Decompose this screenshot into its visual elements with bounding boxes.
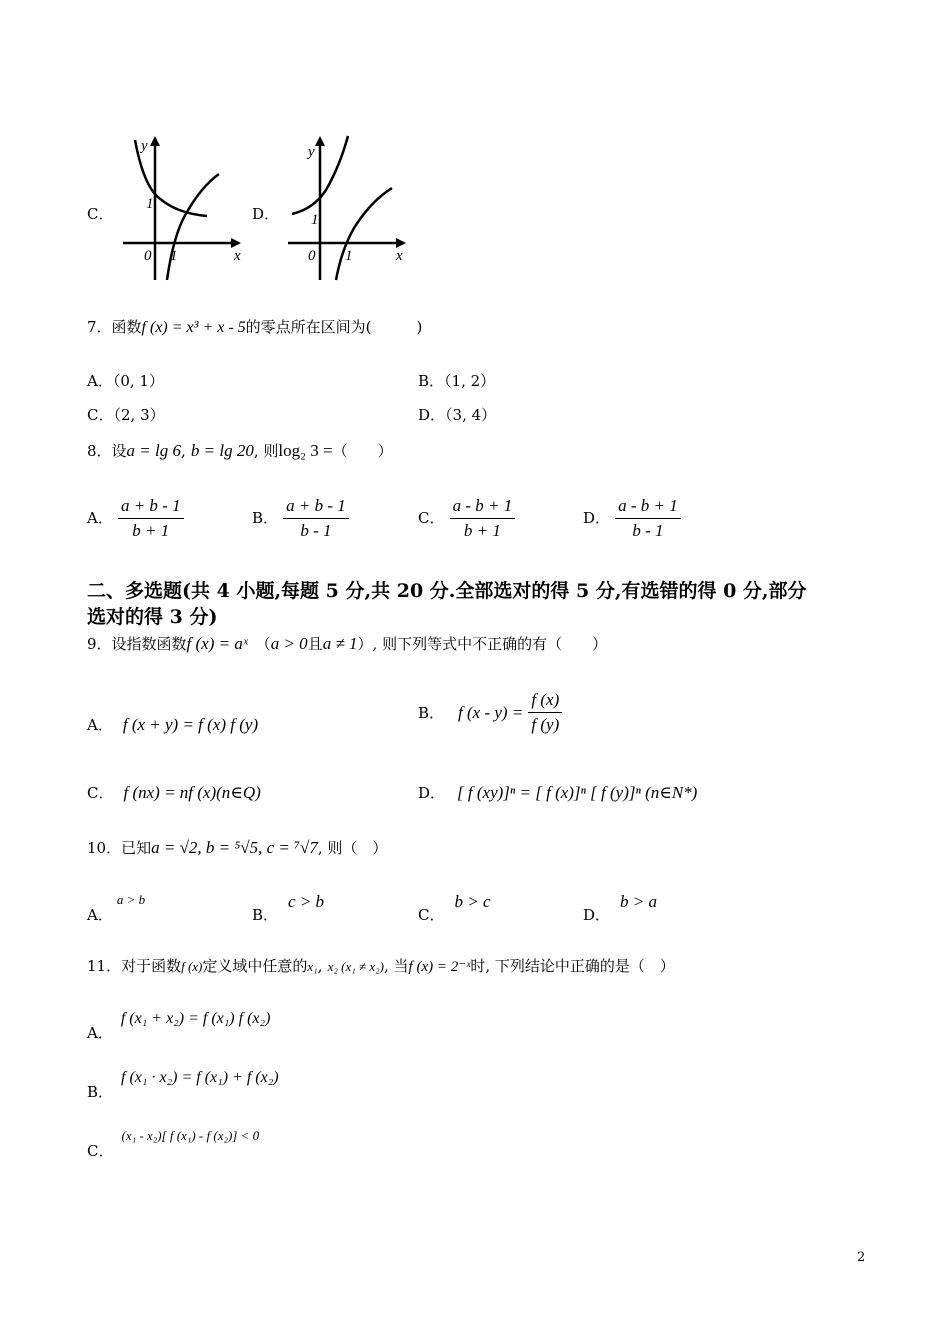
q7-number: 7．函数	[87, 318, 142, 336]
q8-option-c: C． $\frac{a - b + 1}{b + 1}$	[418, 496, 515, 541]
q6-option-d-label: D．	[252, 205, 280, 223]
q10-option-d: D．b > a	[583, 892, 658, 924]
q11-option-a: A．f (x₁ + x₂) = f (x₁) f (x₂)	[87, 1010, 271, 1042]
x-label: x	[396, 248, 403, 264]
q7-option-b: B．（1, 2）	[418, 372, 496, 390]
one-y-label: 1	[311, 212, 319, 228]
q7-formula: f (x) = x³ + x - 5	[141, 319, 246, 336]
q9-option-b: B． f (x - y) = $\frac{f (x)}{f (y)}$	[418, 690, 562, 735]
q8-b: b = lg 20	[190, 441, 254, 460]
q10-option-a: A．$^{a > b}$	[87, 892, 146, 924]
q7-tail: 的零点所在区间为( )	[245, 318, 423, 336]
q9-option-c: C． f (nx) = nf (x)(n∈Q)	[87, 783, 261, 802]
q10-option-b: B．c > b	[252, 892, 325, 924]
q8-a: a = lg 6	[126, 441, 181, 460]
curve-increasing	[167, 174, 219, 280]
q7-option-d: D．（3, 4）	[418, 406, 497, 424]
one-x-label: 1	[170, 248, 178, 264]
x-axis-arrow	[231, 238, 241, 248]
question-9: 9．设指数函数f (x) = aˣ （a > 0且a ≠ 1）, 则下列等式中不正确的有（ ）	[87, 634, 608, 653]
y-axis-arrow	[315, 136, 325, 146]
section-2-heading: 二、多选题(共 4 小题,每题 5 分,共 20 分.全部选对的得 5 分,有选错的得 0 分,部分 选对的得 3 分)	[87, 580, 807, 628]
question-8: 8．设a = lg 6, b = lg 20, 则log₂ 3 =（ ）	[87, 441, 393, 460]
q6-option-c-label: C．	[87, 205, 114, 223]
origin-label: 0	[308, 248, 316, 264]
y-axis-arrow	[150, 136, 160, 146]
q9-option-a: A． f (x + y) = f (x) f (y)	[87, 715, 259, 734]
question-11: 11．对于函数f (x)定义域中任意的x₁, x₂ (x₁ ≠ x₂), 当f (x) = 2⁻ˣ时, 下列结论中正确的是（ ）	[87, 957, 675, 975]
q10-option-c: C．b > c	[418, 892, 491, 924]
origin-label: 0	[144, 248, 152, 264]
q6-option-c-graph	[115, 132, 245, 282]
one-y-label: 1	[146, 196, 154, 212]
x-axis-arrow	[396, 238, 406, 248]
x-label: x	[234, 248, 241, 264]
question-10: 10．已知a = √2, b = ⁵√5, c = ⁷√7, 则（ ）	[87, 838, 388, 857]
q9-option-d: D． [ f (xy)]ⁿ = [ f (x)]ⁿ [ f (y)]ⁿ (n∈N*)	[418, 783, 698, 802]
q11-option-b: B．f (x₁ · x₂) = f (x₁) + f (x₂)	[87, 1069, 279, 1101]
page-number: 2	[857, 1250, 866, 1265]
q7-option-a: A．（0, 1）	[87, 372, 164, 390]
q11-option-c: C．$^{(x_1 - x_2)[ f (x_1) - f (x_2)] < 0}$	[87, 1128, 260, 1160]
curve-log	[336, 188, 392, 280]
y-label: y	[141, 138, 148, 154]
q8-option-a: A． $\frac{a + b - 1}{b + 1}$	[87, 496, 184, 541]
q6-option-d-graph	[282, 132, 412, 282]
y-label: y	[308, 144, 315, 160]
q8-log: log₂ 3 =	[278, 441, 333, 460]
one-x-label: 1	[345, 248, 353, 264]
question-7	[87, 316, 422, 337]
q8-number: 8．设	[87, 442, 127, 460]
q9-formula: f (x) = aˣ	[186, 634, 248, 653]
q7-option-c: C．（2, 3）	[87, 406, 165, 424]
q10-formula: a = √2, b = ⁵√5, c = ⁷√7	[151, 838, 318, 857]
q8-option-d: D． $\frac{a - b + 1}{b - 1}$	[583, 496, 681, 541]
q8-option-b: B． $\frac{a + b - 1}{b - 1}$	[252, 496, 349, 541]
